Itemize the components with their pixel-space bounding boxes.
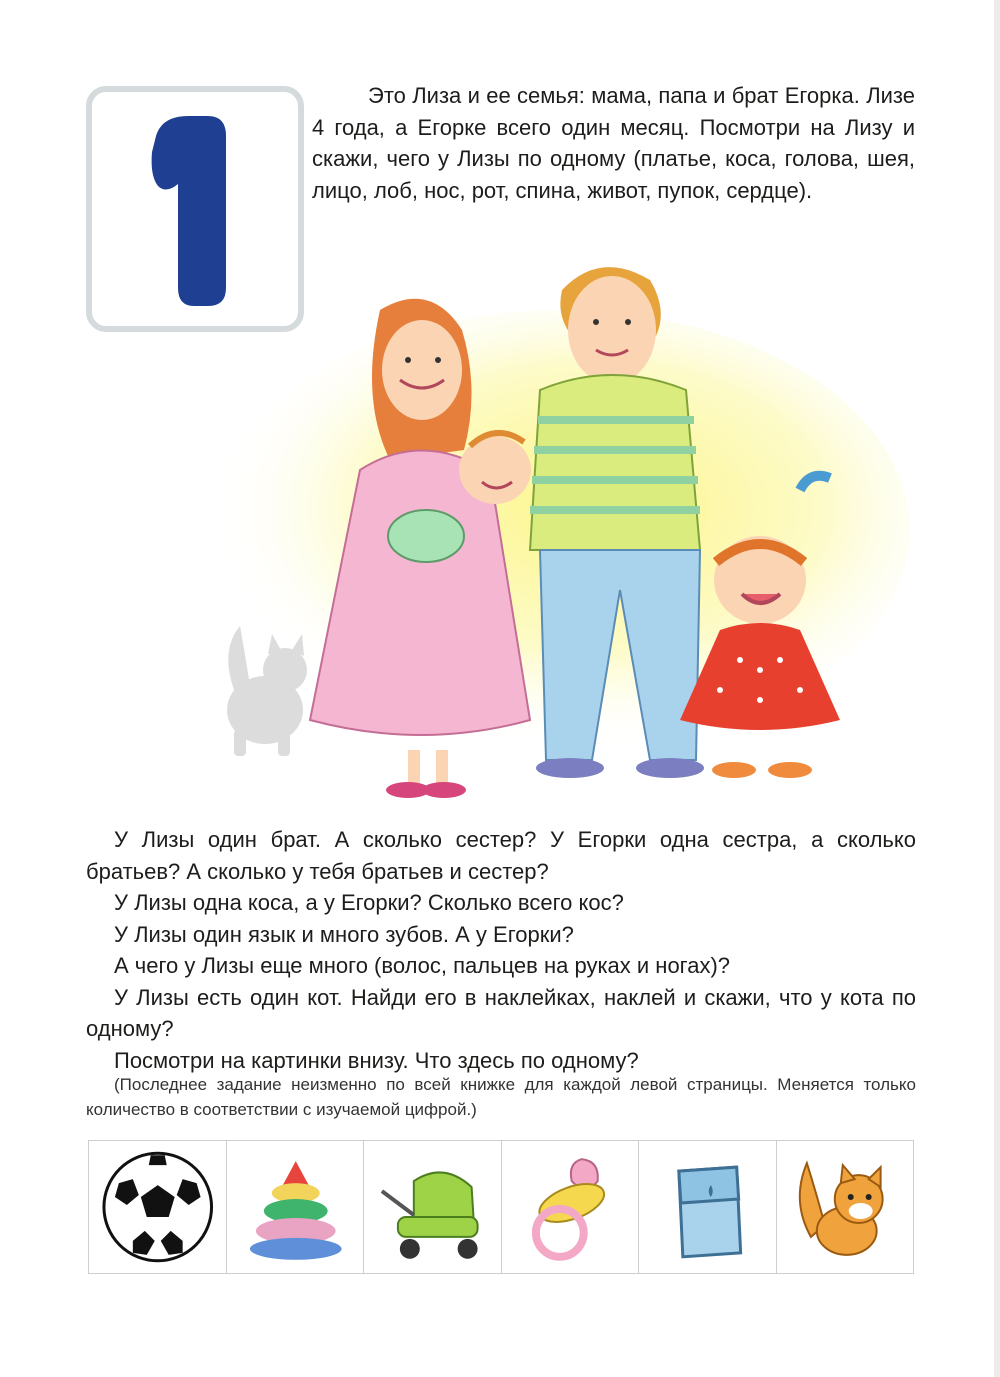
strip-cell-ball — [89, 1141, 227, 1273]
teacher-note: (Последнее задание неизменно по всей книжке для каждой левой страницы. Меняется только количество в соответствии с изучаемой цифрой.) — [86, 1075, 916, 1119]
intro-text: Это Лиза и ее семья: мама, папа и брат Егорка. Лизе 4 года, а Егорке всего один месяц. Посмотри на Лизу и скажи, чего у Лизы по одному (платье, коса, голова, шея, лицо, лоб, нос, рот, спина, живот, пупок, сердце). — [312, 83, 915, 203]
soccer-ball-icon — [89, 1141, 226, 1273]
pocket-icon — [639, 1141, 776, 1273]
questions-block — [86, 824, 916, 1076]
strip-cell-pocket — [639, 1141, 777, 1273]
strip-cell-pacifier — [502, 1141, 640, 1273]
intro-paragraph — [312, 80, 915, 206]
question-5: У Лизы есть один кот. Найди его в наклейках, наклей и скажи, что у кота по одному? — [86, 984, 916, 1041]
question-3: У Лизы один язык и много зубов. А у Егорки? — [114, 921, 574, 947]
picture-strip — [88, 1140, 914, 1274]
question-2: У Лизы одна коса, а у Егорки? Сколько всего кос? — [114, 890, 624, 915]
question-4: А чего у Лизы еще много (волос, пальцев на руках и ногах)? — [114, 953, 731, 978]
strip-cell-pyramid — [227, 1141, 365, 1273]
pacifier-icon — [502, 1141, 639, 1273]
question-6: Посмотри на картинки внизу. Что здесь по одному? — [114, 1047, 639, 1073]
baby-stroller-icon — [364, 1141, 501, 1273]
strip-cell-stroller — [364, 1141, 502, 1273]
toy-pyramid-icon — [227, 1141, 364, 1273]
question-1: У Лизы один брат. А сколько сестер? У Егорки одна сестра, а сколько братьев? А сколько у тебя братьев и сестер? — [86, 827, 916, 884]
family-illustration — [200, 250, 920, 810]
kitten-icon — [777, 1141, 914, 1273]
strip-cell-kitten — [777, 1141, 914, 1273]
